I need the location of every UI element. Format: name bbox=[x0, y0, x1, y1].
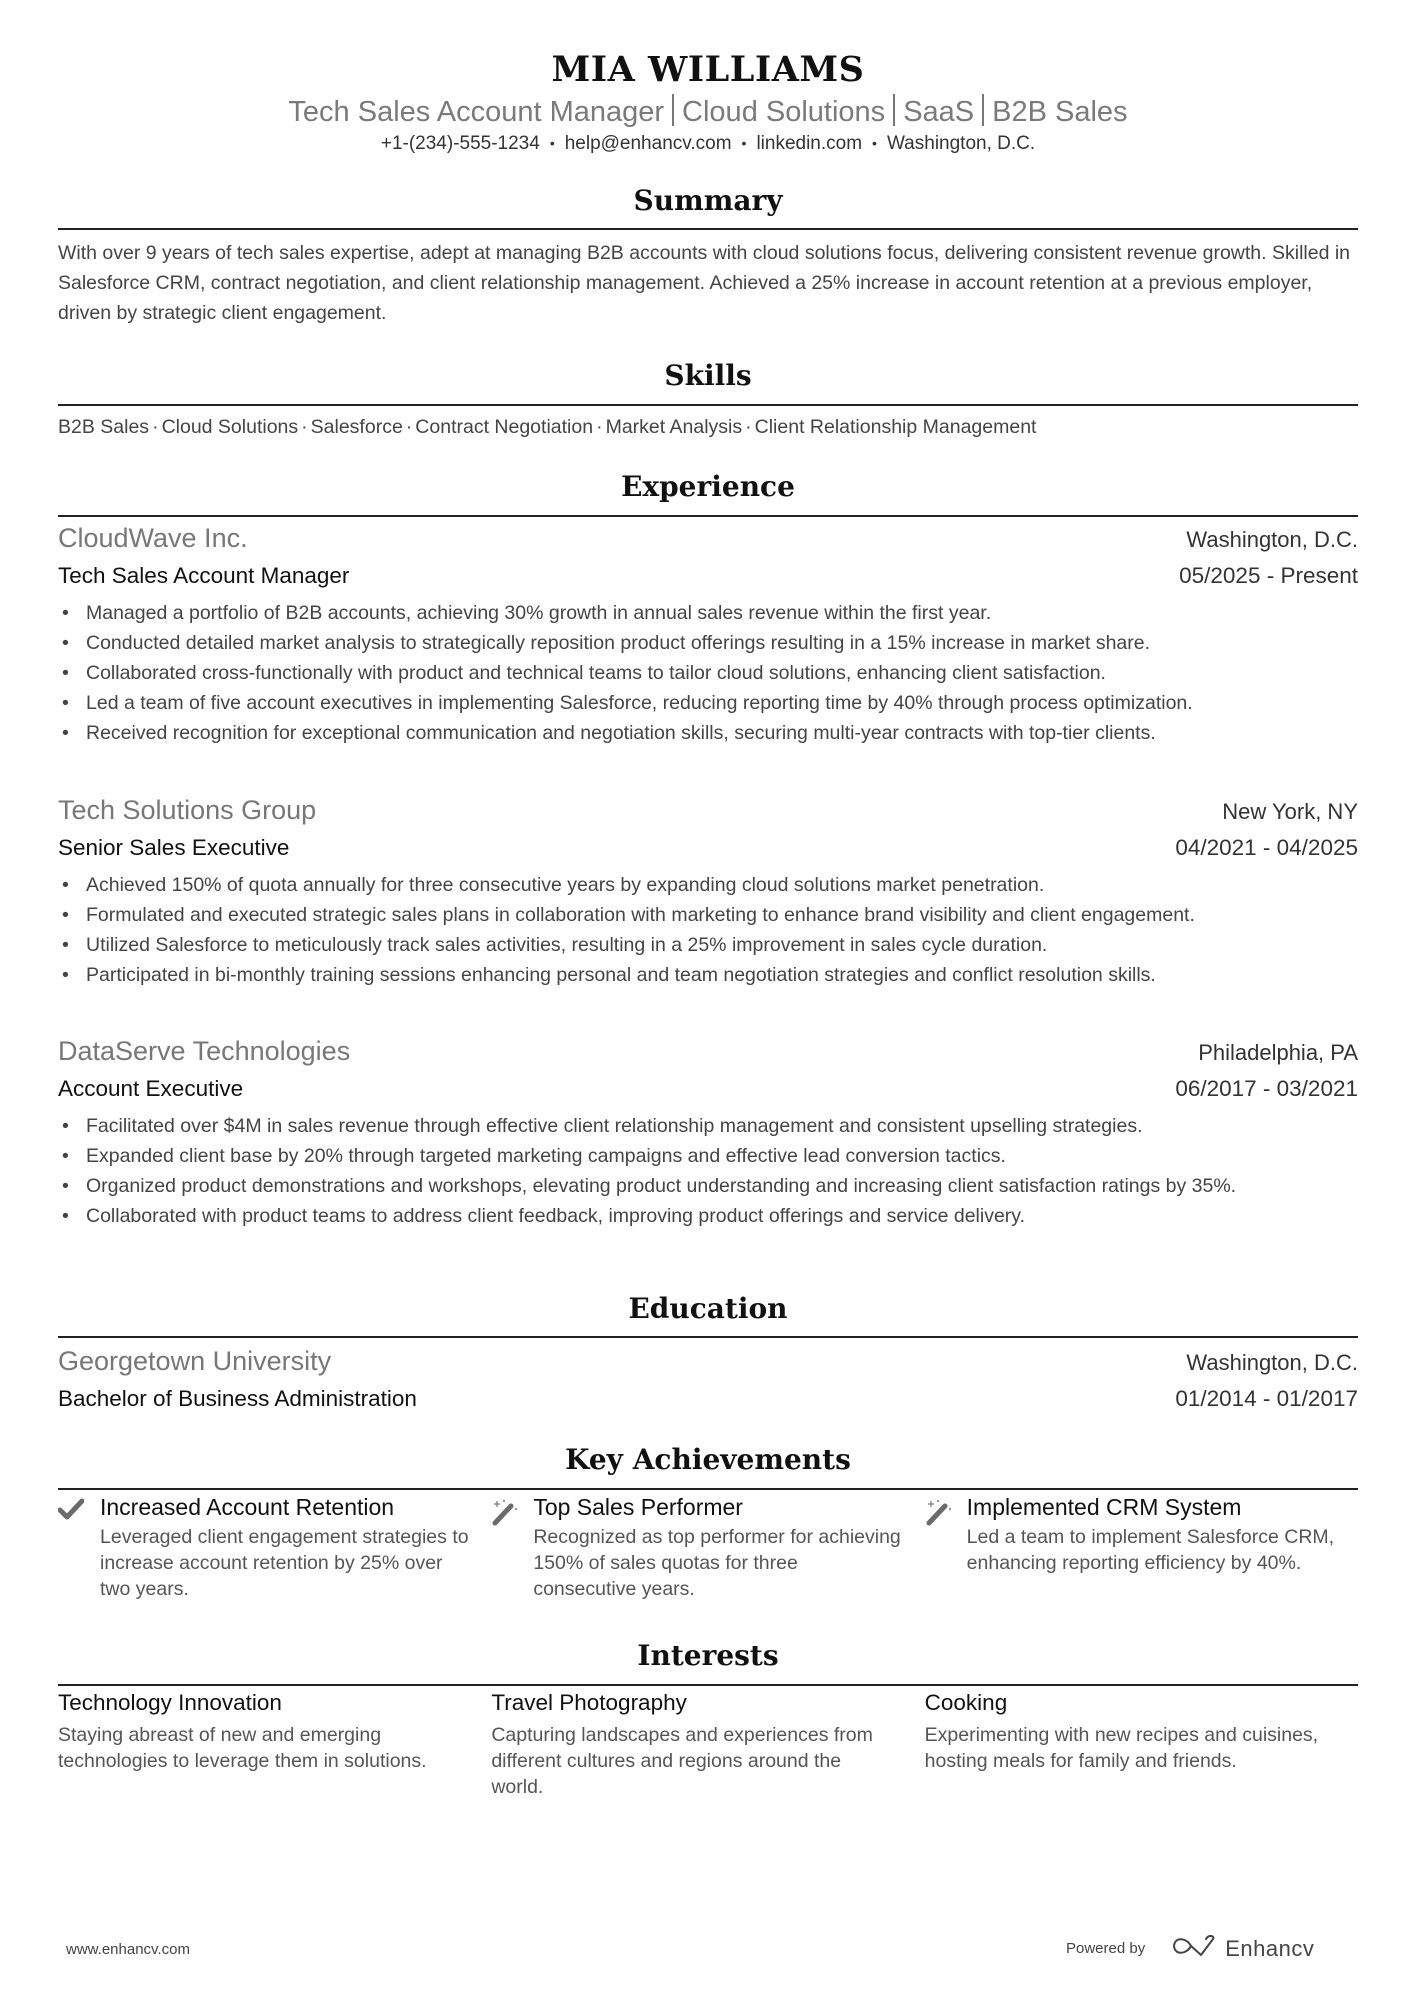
footer-branding[interactable] bbox=[1066, 1934, 1314, 1963]
school-name: Georgetown University bbox=[58, 1346, 332, 1376]
bullet-separator: • bbox=[872, 135, 877, 151]
section-title-experience: Experience bbox=[621, 470, 795, 503]
experience-entry bbox=[58, 520, 1358, 748]
bullet-item: • Formulated and executed strategic sales plans in collaboration with marketing to enhance brand visibility and client engagement. bbox=[58, 900, 1358, 930]
bullet-item: • Facilitated over $4M in sales revenue through effective client relationship management and consistent upselling strategies. bbox=[58, 1111, 1358, 1141]
job-location: Washington, D.C. bbox=[1186, 527, 1358, 552]
bullet-item: • Collaborated cross-functionally with product and technical teams to tailor cloud solutions, enhancing client satisfaction. bbox=[58, 658, 1358, 688]
experience-entry bbox=[58, 792, 1358, 990]
interest-desc: Capturing landscapes and experiences from different cultures and regions around the world. bbox=[491, 1724, 873, 1798]
achievement-item bbox=[58, 1490, 491, 1602]
linkedin-link[interactable]: linkedin.com bbox=[756, 133, 863, 154]
job-role: Tech Sales Account Manager bbox=[58, 563, 350, 588]
job-location: Philadelphia, PA bbox=[1198, 1040, 1358, 1065]
bullet-item: • Organized product demonstrations and workshops, elevating product understanding and increasing client satisfaction ratings by 35%. bbox=[58, 1171, 1358, 1201]
brand-name: Enhancv bbox=[1225, 1935, 1315, 1961]
section-divider bbox=[58, 1336, 1358, 1338]
job-bullets bbox=[58, 870, 1358, 990]
interest-item bbox=[925, 1686, 1358, 1800]
section-title-education: Education bbox=[628, 1292, 788, 1325]
skills-list: B2B Sales · Cloud Solutions · Salesforce · Contract Negotiation · Market Analysis · Client Relationship Management bbox=[58, 416, 1037, 438]
education-entry bbox=[58, 1343, 1358, 1417]
company-name: CloudWave Inc. bbox=[58, 523, 248, 553]
location: Washington, D.C. bbox=[886, 133, 1036, 154]
bullet-item: • Collaborated with product teams to address client feedback, improving product offerings and service delivery. bbox=[58, 1201, 1358, 1231]
job-dates: 05/2025 - Present bbox=[1179, 563, 1358, 588]
degree: Bachelor of Business Administration bbox=[58, 1386, 417, 1411]
interests-grid bbox=[58, 1686, 1358, 1800]
skill: Client Relationship Management bbox=[754, 416, 1037, 438]
achievement-desc: Recognized as top performer for achieving 150% of sales quotas for three consecutive years. bbox=[533, 1526, 901, 1600]
checkmark-icon bbox=[58, 1490, 100, 1602]
candidate-name: MIA WILLIAMS bbox=[551, 49, 865, 90]
achievements-grid bbox=[58, 1490, 1358, 1602]
magic-wand-icon bbox=[491, 1490, 533, 1602]
resume-page bbox=[58, 0, 1358, 1995]
achievement-item bbox=[925, 1490, 1358, 1602]
section-title-skills: Skills bbox=[664, 359, 752, 392]
skill: Salesforce bbox=[310, 416, 403, 438]
bullet-item: • Participated in bi-monthly training sessions enhancing personal and team negotiation strategies and conflict resolution skills. bbox=[58, 960, 1358, 990]
job-role: Account Executive bbox=[58, 1076, 244, 1101]
bullet-item: • Conducted detailed market analysis to strategically reposition product offerings resulting in a 15% increase in market share. bbox=[58, 628, 1358, 658]
job-location: New York, NY bbox=[1222, 799, 1358, 824]
divider bbox=[672, 94, 674, 126]
bullet-item: • Led a team of five account executives in implementing Salesforce, reducing reporting time by 40% through process optimization. bbox=[58, 688, 1358, 718]
skill: B2B Sales bbox=[58, 416, 150, 438]
achievement-title: Implemented CRM System bbox=[966, 1494, 1242, 1520]
section-title-summary: Summary bbox=[633, 184, 783, 217]
email-link[interactable]: help@enhancv.com bbox=[564, 133, 732, 154]
footer-website-link[interactable]: www.enhancv.com bbox=[66, 1941, 190, 1958]
headline-part: B2B Sales bbox=[992, 96, 1128, 128]
achievement-desc: Led a team to implement Salesforce CRM, enhancing reporting efficiency by 40%. bbox=[966, 1526, 1335, 1574]
bullet-item: • Utilized Salesforce to meticulously track sales activities, resulting in a 25% improvement in sales cycle duration. bbox=[58, 930, 1358, 960]
experience-entry bbox=[58, 1033, 1358, 1231]
skill: Market Analysis bbox=[605, 416, 743, 438]
section-divider bbox=[58, 228, 1358, 230]
section-title-interests: Interests bbox=[637, 1639, 779, 1672]
headline-part: Tech Sales Account Manager bbox=[288, 96, 665, 128]
skill: Cloud Solutions bbox=[161, 416, 299, 438]
achievement-item bbox=[491, 1490, 924, 1602]
company-name: Tech Solutions Group bbox=[58, 795, 317, 825]
divider bbox=[893, 94, 895, 126]
job-role: Senior Sales Executive bbox=[58, 835, 290, 860]
achievement-title: Top Sales Performer bbox=[533, 1494, 743, 1520]
section-divider bbox=[58, 404, 1358, 406]
phone[interactable]: +1-(234)-555-1234 bbox=[380, 133, 540, 154]
education-dates: 01/2014 - 01/2017 bbox=[1175, 1386, 1358, 1411]
company-name: DataServe Technologies bbox=[58, 1036, 351, 1066]
job-bullets bbox=[58, 598, 1358, 748]
contact-line bbox=[58, 130, 1358, 157]
achievement-title: Increased Account Retention bbox=[100, 1494, 395, 1520]
section-divider bbox=[58, 515, 1358, 517]
job-dates: 06/2017 - 03/2021 bbox=[1175, 1076, 1358, 1101]
interest-title: Cooking bbox=[924, 1690, 1008, 1715]
bullet-separator: • bbox=[741, 135, 747, 151]
section-title-achievements: Key Achievements bbox=[565, 1443, 851, 1476]
headline-part: SaaS bbox=[903, 96, 975, 128]
resume-header bbox=[58, 48, 1358, 157]
interest-desc: Experimenting with new recipes and cuisines, hosting meals for family and friends. bbox=[924, 1724, 1319, 1772]
summary-text: With over 9 years of tech sales expertise, adept at managing B2B accounts with cloud solutions focus, delivering consistent revenue growth. Skilled in Salesforce CRM, contract negotiation, and client relationship management. Achieved a 25% increase in account retention at a previous employer, driven by strategic client engagement. bbox=[58, 242, 1351, 324]
bullet-item: • Expanded client base by 20% through targeted marketing campaigns and effective lead conversion tactics. bbox=[58, 1141, 1358, 1171]
divider bbox=[982, 94, 984, 126]
powered-by-label: Powered by bbox=[1066, 1940, 1146, 1957]
interest-item bbox=[58, 1686, 491, 1800]
interest-desc: Staying abreast of new and emerging technologies to leverage them in solutions. bbox=[58, 1724, 427, 1772]
enhancv-logo-icon bbox=[1171, 1934, 1217, 1963]
skill: Contract Negotiation bbox=[415, 416, 594, 438]
job-dates: 04/2021 - 04/2025 bbox=[1175, 835, 1358, 860]
bullet-item: • Received recognition for exceptional communication and negotiation skills, securing multi-year contracts with top-tier clients. bbox=[58, 718, 1358, 748]
headline-part: Cloud Solutions bbox=[682, 96, 886, 128]
interest-title: Technology Innovation bbox=[58, 1690, 282, 1715]
interest-title: Travel Photography bbox=[491, 1690, 687, 1715]
bullet-item: • Achieved 150% of quota annually for three consecutive years by expanding cloud solutions market penetration. bbox=[58, 870, 1358, 900]
headline bbox=[58, 92, 1358, 132]
school-location: Washington, D.C. bbox=[1186, 1350, 1358, 1375]
bullet-separator: • bbox=[549, 135, 555, 151]
bullet-item: • Managed a portfolio of B2B accounts, achieving 30% growth in annual sales revenue within the first year. bbox=[58, 598, 1358, 628]
achievement-desc: Leveraged client engagement strategies to increase account retention by 25% over two years. bbox=[100, 1526, 469, 1600]
interest-item bbox=[491, 1686, 924, 1800]
magic-wand-icon bbox=[925, 1490, 967, 1602]
job-bullets bbox=[58, 1111, 1358, 1231]
